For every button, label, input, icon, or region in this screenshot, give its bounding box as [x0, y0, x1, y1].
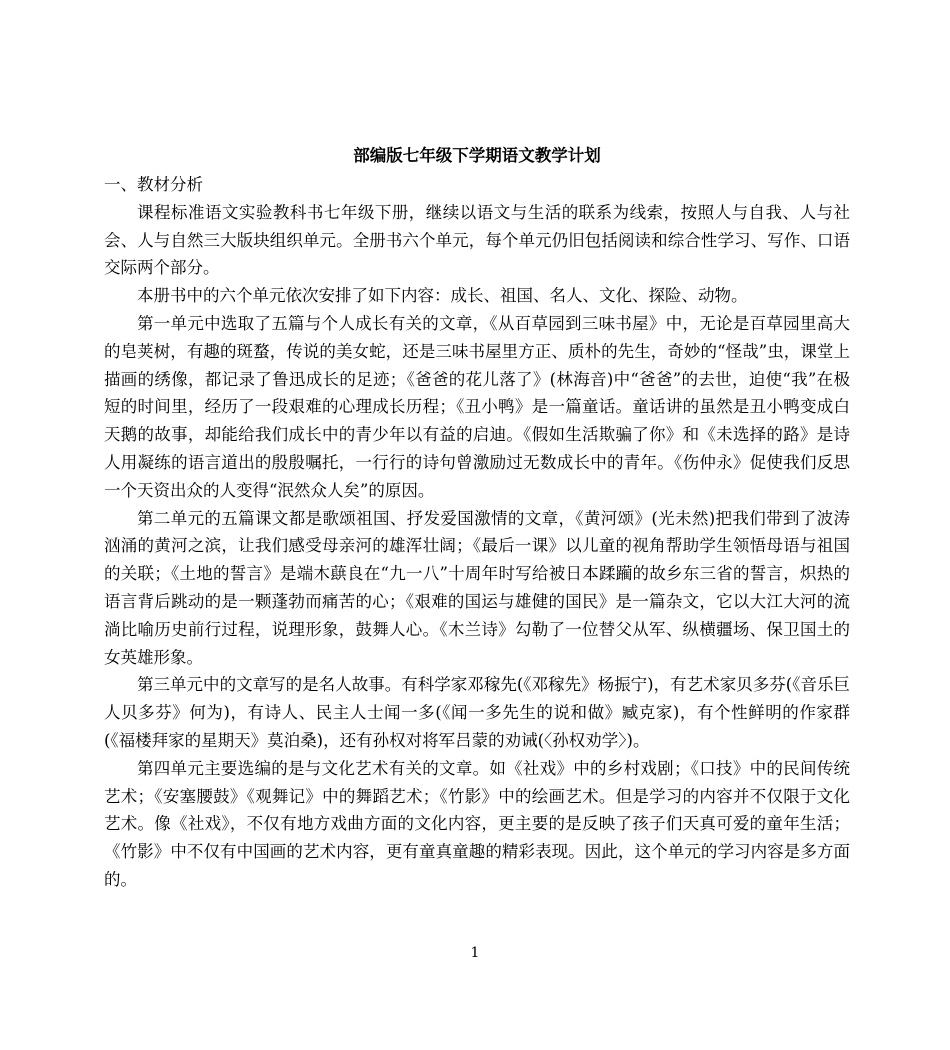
paragraph-unit-four: 第四单元主要选编的是与文化艺术有关的文章。如《社戏》中的乡村戏剧；《口技》中的民间传统艺术；《安塞腰鼓》《观舞记》中的舞蹈艺术；《竹影》中的绘画艺术。但是学习的内容并不仅限于文化艺术。像《社戏》，不仅有地方戏曲方面的文化内容，更主要的是反映了孩子们天真可爱的童年生活；《竹影》中不仅有中国画的艺术内容，更有童真童趣的精彩表现。因此，这个单元的学习内容是多方面的。: [104, 758, 850, 889]
document-title: 部编版七年级下学期语文教学计划: [353, 146, 601, 165]
paragraph-unit-three: 第三单元中的文章写的是名人故事。有科学家邓稼先(《邓稼先》杨振宁)，有艺术家贝多芬(《音乐巨人贝多芬》何为)，有诗人、民主人士闻一多(《闻一多先生的说和做》臧克家)，有个性鲜明的作家群(《福楼拜家的星期天》莫泊桑)，还有孙权对将军吕蒙的劝诫(〈孙权劝学〉)。: [104, 675, 850, 750]
document-body: [104, 140, 850, 894]
paragraph-unit-two: 第二单元的五篇课文都是歌颂祖国、抒发爱国激情的文章，《黄河颂》(光未然)把我们带到了波涛汹涌的黄河之滨，让我们感受母亲河的雄浑壮阔；《最后一课》以儿童的视角帮助学生领悟母语与祖国的关联；《土地的誓言》是端木蕻良在“九一八”十周年时写给被日本蹂躏的故乡东三省的誓言，炽热的语言背后跳动的是一颗蓬勃而痛苦的心；《艰难的国运与雄健的国民》是一篇杂文，它以大江大河的流淌比喻历史前行过程，说理形象，鼓舞人心。《木兰诗》勾勒了一位替父从军、纵横疆场、保卫国土的女英雄形象。: [104, 508, 850, 667]
paragraph-unit-one: 第一单元中选取了五篇与个人成长有关的文章，《从百草园到三味书屋》中，无论是百草园里高大的皂荚树，有趣的斑蝥，传说的美女蛇，还是三味书屋里方正、质朴的先生，奇妙的“怪哉”虫，课堂上描画的绣像，都记录了鲁迅成长的足迹；《爸爸的花儿落了》(林海音)中“爸爸”的去世，迫使“我”在极短的时间里，经历了一段艰难的心理成长历程；《丑小鸭》是一篇童话。童话讲的虽然是丑小鸭变成白天鹅的故事，却能给我们成长中的青少年以有益的启迪。《假如生活欺骗了你》和《未选择的路》是诗人用凝练的语言道出的殷殷嘱托，一行行的诗句曾激励过无数成长中的青年。《伤仲永》促使我们反思一个天资出众的人变得“泯然众人矣”的原因。: [104, 313, 850, 500]
paragraph-overview: 课程标准语文实验教科书七年级下册，继续以语文与生活的联系为线索，按照人与自我、人与社会、人与自然三大版块组织单元。全册书六个单元，每个单元仍旧包括阅读和综合性学习、写作、口语交际两个部分。: [104, 202, 850, 278]
section-heading-textbook-analysis: 一、教材分析: [104, 175, 203, 194]
page-number: 1: [470, 945, 480, 961]
paragraph-unit-topics: 本册书中的六个单元依次安排了如下内容：成长、祖国、名人、文化、探险、动物。: [137, 286, 748, 306]
